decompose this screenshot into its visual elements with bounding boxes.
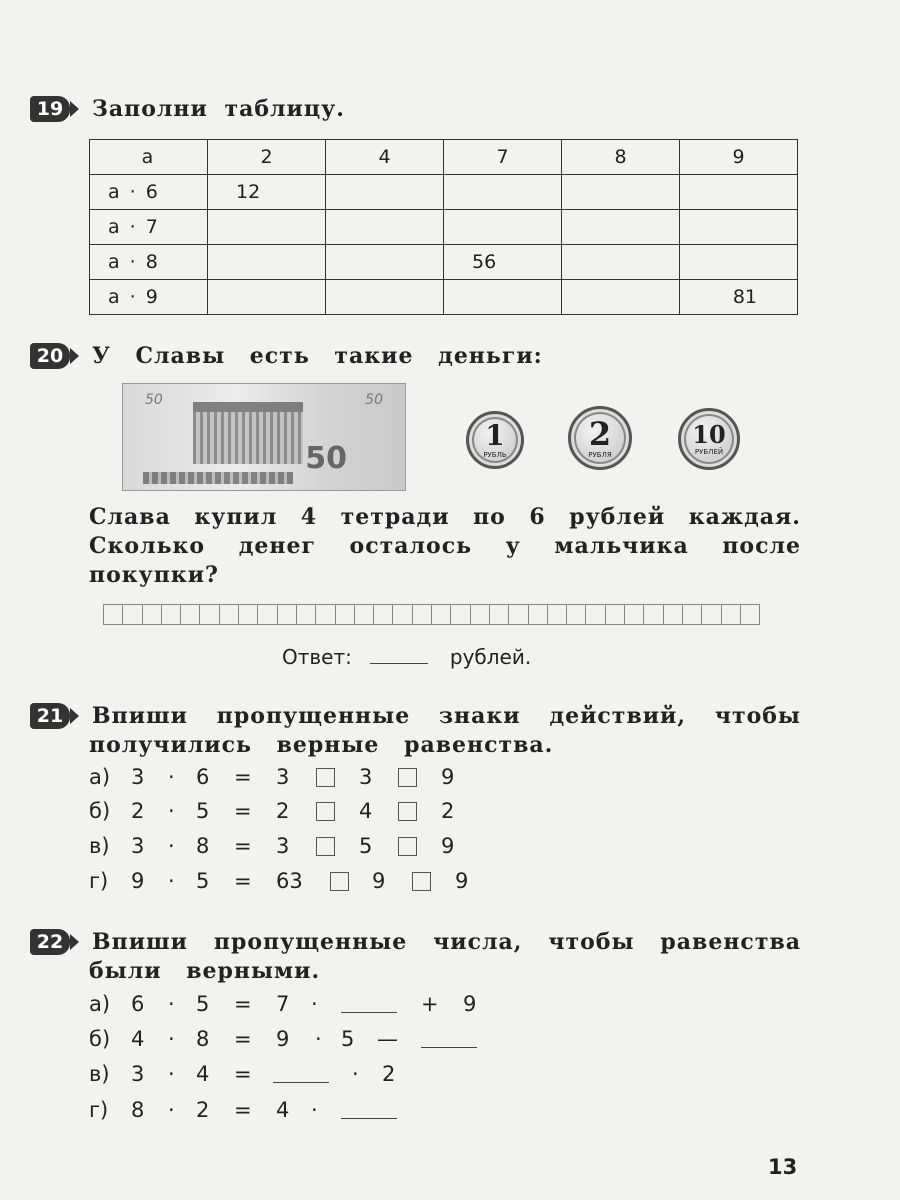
row-label: а · 7 xyxy=(90,210,208,245)
equation-letter: а) xyxy=(89,992,111,1016)
eq-operator: · xyxy=(352,1062,359,1086)
word: чтобы xyxy=(714,703,801,729)
eq-number: 8 xyxy=(196,834,210,858)
operator-box[interactable] xyxy=(316,802,335,821)
eq-number: 3 xyxy=(131,834,145,858)
eq-number: 2 xyxy=(382,1062,396,1086)
word: пропущенные xyxy=(213,929,408,955)
eq-number: 6 xyxy=(196,765,210,789)
eq-operator: · xyxy=(168,1098,175,1122)
answer-grid[interactable] xyxy=(103,604,759,625)
word: Сколько xyxy=(89,533,206,559)
equation-letter: а) xyxy=(89,765,111,789)
eq-number: 2 xyxy=(196,1098,210,1122)
table-cell[interactable] xyxy=(680,175,798,210)
coin-1-ruble-icon xyxy=(466,411,524,469)
operator-box[interactable] xyxy=(398,802,417,821)
eq-number: 8 xyxy=(131,1098,145,1122)
table-row xyxy=(90,175,798,210)
coin-unit: РУБЛЯ xyxy=(588,450,612,459)
table-header-cell: 2 xyxy=(208,140,326,175)
eq-number: 2 xyxy=(131,799,145,823)
multiplication-table xyxy=(89,139,798,315)
eq-number: 9 xyxy=(372,869,386,893)
word: купил xyxy=(194,504,278,530)
table-row xyxy=(90,210,798,245)
word: после xyxy=(722,533,801,559)
equation-letter: г) xyxy=(89,1098,109,1122)
answer-blank[interactable] xyxy=(370,648,428,664)
grid-cell[interactable] xyxy=(257,604,277,625)
page-number: 13 xyxy=(768,1155,798,1179)
eq-number: 9 xyxy=(276,1027,290,1051)
grid-cell[interactable] xyxy=(701,604,721,625)
grid-cell[interactable] xyxy=(142,604,162,625)
table-row xyxy=(90,280,798,315)
grid-cell[interactable] xyxy=(605,604,625,625)
eq-equals: = xyxy=(234,765,252,789)
eq-number: 9 xyxy=(463,992,477,1016)
word: 4 xyxy=(300,504,318,530)
number-blank[interactable] xyxy=(421,1047,477,1048)
task-20-text-line xyxy=(89,504,801,530)
grid-cell[interactable] xyxy=(103,604,123,625)
operator-box[interactable] xyxy=(316,837,335,856)
eq-operator: · xyxy=(168,869,175,893)
eq-equals: = xyxy=(234,992,252,1016)
word: денег xyxy=(238,533,316,559)
word: осталось xyxy=(349,533,473,559)
task-21-text-line xyxy=(92,703,801,729)
eq-operator: + xyxy=(421,992,439,1016)
eq-operator: · xyxy=(168,834,175,858)
word: тетради xyxy=(340,504,450,530)
row-label: а · 9 xyxy=(90,280,208,315)
table-row xyxy=(90,245,798,280)
grid-cell[interactable] xyxy=(219,604,239,625)
grid-cell[interactable] xyxy=(315,604,335,625)
task-21-number: 21 xyxy=(30,703,70,729)
eq-number: 3 xyxy=(276,834,290,858)
answer-label: Ответ: xyxy=(282,645,352,669)
grid-cell[interactable] xyxy=(335,604,355,625)
eq-equals: = xyxy=(234,834,252,858)
operator-box[interactable] xyxy=(412,872,431,891)
eq-number: 8 xyxy=(196,1027,210,1051)
eq-number: 9 xyxy=(441,765,455,789)
table-cell[interactable] xyxy=(208,210,326,245)
table-cell[interactable] xyxy=(326,245,444,280)
eq-operator: · xyxy=(168,1062,175,1086)
grid-cell[interactable] xyxy=(624,604,644,625)
task-20-answer xyxy=(282,645,531,669)
eq-number: 4 xyxy=(196,1062,210,1086)
eq-equals: = xyxy=(234,1098,252,1122)
number-blank[interactable] xyxy=(341,1118,397,1119)
eq-operator: · xyxy=(168,765,175,789)
table-header-row xyxy=(90,140,798,175)
task-19-number: 19 xyxy=(30,96,70,122)
operator-box[interactable] xyxy=(330,872,349,891)
table-cell[interactable] xyxy=(562,175,680,210)
operator-box[interactable] xyxy=(398,837,417,856)
grid-cell[interactable] xyxy=(296,604,316,625)
eq-equals: = xyxy=(234,1062,252,1086)
grid-cell[interactable] xyxy=(489,604,509,625)
eq-number: 3 xyxy=(131,765,145,789)
task-19-title: Заполни таблицу. xyxy=(92,96,345,122)
coin-unit: РУБЛЕЙ xyxy=(694,447,724,456)
coin-10-rubles-icon xyxy=(678,408,740,470)
grid-cell[interactable] xyxy=(585,604,605,625)
banknote-value: 50 xyxy=(305,441,347,476)
table-cell[interactable] xyxy=(444,280,562,315)
eq-number: 4 xyxy=(276,1098,290,1122)
eq-number: 5 xyxy=(196,992,210,1016)
eq-equals: = xyxy=(234,799,252,823)
grid-cell[interactable] xyxy=(450,604,470,625)
table-cell[interactable]: 56 xyxy=(444,245,562,280)
table-cell[interactable] xyxy=(208,280,326,315)
grid-cell[interactable] xyxy=(721,604,741,625)
coin-value: 10 xyxy=(692,419,726,449)
task-20-text-last: покупки? xyxy=(89,562,219,588)
grid-cell[interactable] xyxy=(373,604,393,625)
number-blank[interactable] xyxy=(341,1012,397,1013)
banknote-inscription xyxy=(143,472,293,484)
table-cell[interactable] xyxy=(208,245,326,280)
grid-cell[interactable] xyxy=(161,604,181,625)
word: чтобы xyxy=(548,929,635,955)
grid-cell[interactable] xyxy=(122,604,142,625)
eq-number: 5 xyxy=(359,834,373,858)
table-cell[interactable] xyxy=(680,210,798,245)
number-blank[interactable] xyxy=(273,1082,329,1083)
equation-letter: б) xyxy=(89,1027,111,1051)
table-cell[interactable] xyxy=(562,210,680,245)
banknote-corner-value: 50 xyxy=(365,392,383,408)
eq-operator: · xyxy=(168,799,175,823)
eq-equals: = xyxy=(234,1027,252,1051)
task-22-text-line: были верными. xyxy=(89,958,321,984)
equation-letter: г) xyxy=(89,869,109,893)
word: 6 xyxy=(529,504,546,530)
operator-box[interactable] xyxy=(398,768,417,787)
eq-number: 7 xyxy=(276,992,290,1016)
table-header-cell: 7 xyxy=(444,140,562,175)
eq-operator: · xyxy=(311,992,318,1016)
table-header-cell: а xyxy=(90,140,208,175)
banknote-corner-value: 50 xyxy=(145,392,163,408)
equation-letter: б) xyxy=(89,799,111,823)
word: действий, xyxy=(549,703,687,729)
table-cell[interactable] xyxy=(562,245,680,280)
row-label: а · 8 xyxy=(90,245,208,280)
table-cell[interactable] xyxy=(326,210,444,245)
table-cell[interactable] xyxy=(680,245,798,280)
eq-number: 2 xyxy=(441,799,455,823)
grid-cell[interactable] xyxy=(740,604,760,625)
eq-number: 9 xyxy=(441,834,455,858)
eq-operator: · xyxy=(168,992,175,1016)
table-cell[interactable] xyxy=(326,175,444,210)
word: мальчика xyxy=(554,533,689,559)
eq-operator: · xyxy=(168,1027,175,1051)
eq-number: 5 xyxy=(341,1027,355,1051)
eq-equals: = xyxy=(234,869,252,893)
task-20-number: 20 xyxy=(30,343,70,369)
row-label: а · 6 xyxy=(90,175,208,210)
table-cell[interactable]: 81 xyxy=(680,280,798,315)
table-cell[interactable]: 12 xyxy=(208,175,326,210)
grid-cell[interactable] xyxy=(528,604,548,625)
eq-number: 63 xyxy=(276,869,303,893)
coin-unit: РУБЛЬ xyxy=(483,450,507,459)
task-22-text-line xyxy=(92,929,801,955)
table-cell[interactable] xyxy=(444,175,562,210)
coin-value: 2 xyxy=(588,414,612,453)
task-20-text-line xyxy=(89,533,801,559)
grid-cell[interactable] xyxy=(566,604,586,625)
eq-number: 9 xyxy=(455,869,469,893)
eq-number: 6 xyxy=(131,992,145,1016)
task-22-number: 22 xyxy=(30,929,70,955)
word: числа, xyxy=(433,929,523,955)
grid-cell[interactable] xyxy=(663,604,683,625)
table-cell[interactable] xyxy=(326,280,444,315)
eq-number: 4 xyxy=(131,1027,145,1051)
table-header-cell: 4 xyxy=(326,140,444,175)
word: рублей xyxy=(569,504,666,530)
grid-cell[interactable] xyxy=(277,604,297,625)
eq-number: 3 xyxy=(276,765,290,789)
table-header-cell: 8 xyxy=(562,140,680,175)
grid-cell[interactable] xyxy=(392,604,412,625)
grid-cell[interactable] xyxy=(354,604,374,625)
table-cell[interactable] xyxy=(562,280,680,315)
eq-operator: — xyxy=(377,1027,398,1051)
grid-cell[interactable] xyxy=(547,604,567,625)
grid-cell[interactable] xyxy=(180,604,200,625)
eq-operator: · xyxy=(311,1098,318,1122)
table-cell[interactable] xyxy=(444,210,562,245)
answer-unit: рублей. xyxy=(449,645,532,669)
word: знаки xyxy=(439,703,521,729)
equation-letter: в) xyxy=(89,1062,110,1086)
task-20-title: У Славы есть такие деньги: xyxy=(92,343,543,369)
eq-number: 5 xyxy=(196,799,210,823)
word: Слава xyxy=(89,504,171,530)
eq-operator: · xyxy=(315,1027,322,1051)
eq-number: 9 xyxy=(131,869,145,893)
table-header-cell: 9 xyxy=(680,140,798,175)
word: у xyxy=(505,533,521,559)
grid-cell[interactable] xyxy=(431,604,451,625)
coin-2-rubles-icon xyxy=(568,406,632,470)
eq-number: 3 xyxy=(131,1062,145,1086)
word: Впиши xyxy=(92,929,188,955)
word: по xyxy=(473,504,506,530)
task-21-text-line: получились верные равенства. xyxy=(89,732,554,758)
eq-number: 5 xyxy=(196,869,210,893)
building-icon xyxy=(193,402,303,464)
eq-number: 3 xyxy=(359,765,373,789)
eq-number: 4 xyxy=(359,799,373,823)
grid-cell[interactable] xyxy=(238,604,258,625)
grid-cell[interactable] xyxy=(199,604,219,625)
grid-cell[interactable] xyxy=(508,604,528,625)
coin-value: 1 xyxy=(485,418,505,452)
word: Впиши xyxy=(92,703,188,729)
grid-cell[interactable] xyxy=(470,604,490,625)
word: пропущенные xyxy=(216,703,411,729)
equation-letter: в) xyxy=(89,834,110,858)
grid-cell[interactable] xyxy=(682,604,702,625)
word: равенства xyxy=(660,929,801,955)
word: каждая. xyxy=(688,504,801,530)
operator-box[interactable] xyxy=(316,768,335,787)
banknote-50-image xyxy=(122,383,406,491)
grid-cell[interactable] xyxy=(643,604,663,625)
grid-cell[interactable] xyxy=(412,604,432,625)
eq-number: 2 xyxy=(276,799,290,823)
